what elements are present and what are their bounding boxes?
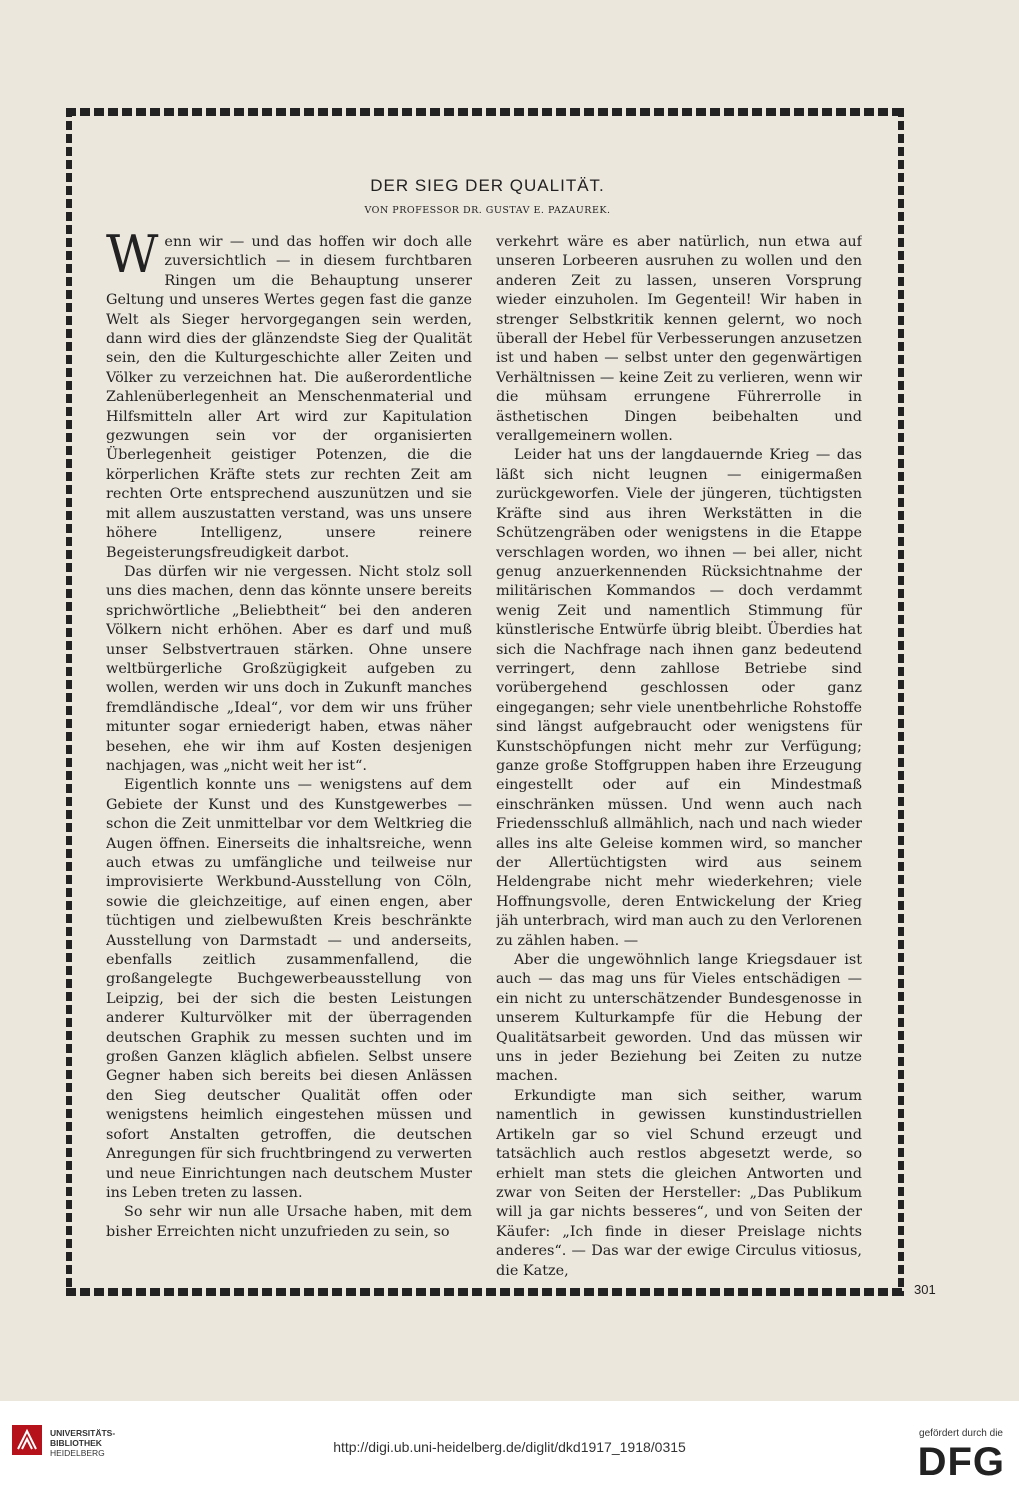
right-column xyxy=(496,233,862,1278)
paragraph: So sehr wir nun alle Ursache haben, mit dem bisher Erreichten nicht unzufrieden zu sein, so xyxy=(106,1204,472,1240)
paragraph: Eigentlich konnte uns — wenigstens auf dem Gebiete der Kunst und des Kunstgewerbes — schon die Zeit unmittelbar vor dem Weltkrieg die Augen öffnen. Einerseits die inhaltsreiche, wenn auch etwas zu umfängliche und teilweise nur improvisierte Werkbund-Ausstellung von Cöln, sowie die gleichzeitige, auf einen engen, aber tüchtigen und zielbewußten Kreis beschränkte Ausstellung von Darmstadt — und anderseits, ebenfalls zeitlich zusammenfallend, die großangelegte Buchgewerbeausstellung von Leipzig, bei der sich die besten Leistungen anderer Kulturvölker mit der überragenden deutschen Graphik zu messen suchten und im großen Ganzen kläglich abfielen. Selbst unsere Gegner haben sich bereits bei diesen Anlässen den Sieg deutscher Qualität offen oder wenigstens heimlich eingestehen müssen und sofort Anstalten getroffen, die deutschen Anregungen für sich fruchtbringend zu verwerten und neue Einrichtungen nach deutschem Muster ins Leben treten zu lassen. xyxy=(106,777,472,1201)
library-logo-text: UNIVERSITÄTS- BIBLIOTHEK HEIDELBERG xyxy=(50,1428,116,1458)
border-top xyxy=(66,108,906,116)
border-bottom xyxy=(66,1288,906,1296)
dfg-logo: DFG xyxy=(917,1440,1005,1484)
dfg-label: gefördert durch die xyxy=(919,1428,1003,1439)
paragraph: Erkundigte man sich seither, warum namentlich in gewissen kunstindustriellen Artikeln gar so viel Schund erzeugt und tatsächlich auch restlos abgesetzt werde, so erhielt man stets die gleichen Antworten und zwar von Seiten der Hersteller: „Das Publikum will ja gar nichts besseres“, und von Seiten der Käufer: „Ich finde in dieser Preislage nichts anderes“. — Das war der ewige Circulus vitiosus, die Katze, xyxy=(496,1087,862,1278)
paragraph: Das dürfen wir nie vergessen. Nicht stolz soll uns dies machen, denn das könnte unsere bereits sprichwörtliche „Beliebtheit“ bei den anderen Völkern nicht erhöhen. Aber es darf und muß unser Selbstvertrauen stärken. Ohne unsere weltbürgerliche Großzügigkeit aufgeben zu wollen, werden wir uns doch in Zukunft manches fremdländische „Ideal“, vor dem wir uns früher mitunter sogar erniederigt haben, etwas näher besehen, ehe wir ihm auf Kosten desjenigen nachjagen, was „nicht weit her ist“. xyxy=(106,563,472,774)
border-left xyxy=(66,108,72,1296)
left-column xyxy=(106,233,472,1278)
source-url[interactable]: http://digi.ub.uni-heidelberg.de/diglit/dkd1917_1918/0315 xyxy=(333,1439,686,1455)
article-title: DER SIEG DER QUALITÄT. xyxy=(370,176,605,195)
drop-cap: W xyxy=(106,233,159,285)
page-number: 301 xyxy=(914,1282,936,1297)
paragraph: Leider hat uns der langdauernde Krieg — das läßt sich nicht leugnen — einigermaßen zurückgeworfen. Viele der jüngeren, tüchtigsten Kräfte sind aus ihren Werkstätten in die Schützengräben oder wenigstens in die Etappe verschlagen worden, wo ihnen — bei aller, nicht genug anzuerkennenden Rücksichtnahme der militärischen Kommandos — doch verdammt wenig Zeit und namentlich Stimmung für künstlerische Entwürfe übrig bleibt. Überdies hat sich die Nachfrage nach ihnen ganz bedeutend verringert, denn zahllose Betriebe sind vorübergehend geschlossen oder ganz eingegangen; sehr viele unentbehrliche Rohstoffe sind längst aufgebraucht oder wenigstens für Kunstschöpfungen nicht mehr zur Verfügung; ganze große Stoffgruppen haben ihre Erzeugung eingestellt oder auf ein Mindestmaß einschränken müssen. Und wenn auch nach Friedensschluß allmählich, nach und nach wieder alles ins alte Geleise kommen wird, so mancher der Allertüchtigsten wird aus seinem Heldengrabe nicht mehr wiederkehren; viele Hoffnungsvolle, deren Entwickelung der Krieg jäh unterbrach, wird man auch zu den Verlorenen zu zählen haben. — xyxy=(496,447,862,949)
paragraph: verkehrt wäre es aber natürlich, nun etwa auf unseren Lorbeeren ausruhen zu wollen und den anderen Zeit zu lassen, unseren Vorsprung wieder einzuholen. Im Gegenteil! Wir haben in strenger Selbstkritik kennen gelernt, wo noch überall der Hebel für Verbesserungen anzusetzen ist und haben — selbst unter den gegenwärtigen Verhältnissen — keine Zeit zu verlieren, wenn wir die mühsam errungene Führerrolle in ästhetischen Dingen beibehalten und verallgemeinern wollen. xyxy=(496,234,862,445)
paragraph: Aber die ungewöhnlich lange Kriegsdauer ist auch — das mag uns für Vieles entschädigen — ein nicht zu unterschätzender Bundesgenosse in unserem Kulturkampfe für die Hebung der Qualitätsarbeit geworden. Und das müssen wir uns in jeder Beziehung bei Zeiten zu nutze machen. xyxy=(496,952,862,1085)
border-right xyxy=(898,108,904,1296)
paragraph: Wenn wir — und das hoffen wir doch alle zuversichtlich — in diesem furchtbaren Ringen um die Behauptung unserer Geltung und unseres Wertes gegen fast die ganze Welt als Sieger hervorgegangen sein werden, dann wird dies der glänzendste Sieg der Qualität sein, den die Kulturgeschichte aller Zeiten und Völker zu verzeichnen hat. Die außerordentliche Zahlenüberlegenheit an Menschenmaterial und Hilfsmitteln aller Art wird zur Kapitulation gezwungen sein vor der organisierten Überlegenheit geistiger Potenzen, die die körperlichen Kräfte stets zur rechten Zeit am rechten Orte entsprechend auszunützen und sie mit allem auszustatten verstand, was uns unsere höhere Intelligenz, unsere reinere Begeisterungsfreudigkeit darbot. xyxy=(106,233,472,561)
article-byline: VON PROFESSOR DR. GUSTAV E. PAZAUREK. xyxy=(364,205,611,216)
